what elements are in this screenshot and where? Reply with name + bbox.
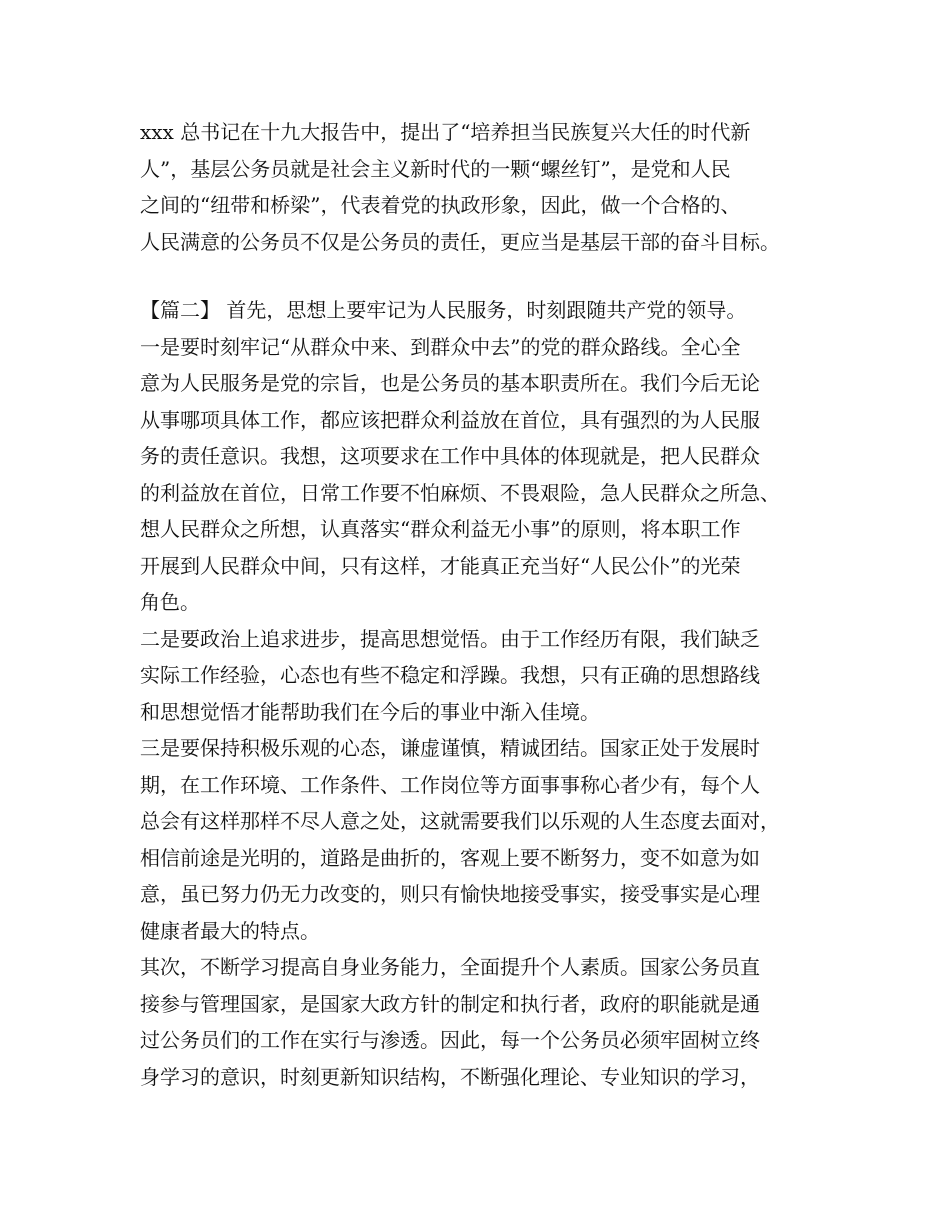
text-line: 过公务员们的工作在实行与渗透。因此，每一个公务员必须牢固树立终 (140, 1028, 760, 1052)
text-line: 【篇二】 首先，思想上要牢记为人民服务，时刻跟随共产党的领导。 (140, 298, 747, 322)
text-line: 相信前途是光明的，道路是曲折的，客观上要不断努力，变不如意为如 (140, 845, 760, 870)
text-line: 其次，不断学习提高自身业务能力，全面提升个人素质。国家公务员直 (140, 955, 760, 979)
text-line: 人民满意的公务员不仅是公务员的责任，更应当是基层干部的奋斗目标。 (140, 229, 780, 254)
text-line: 总会有这样那样不尽人意之处，这就需要我们以乐观的人生态度去面对， (140, 809, 780, 833)
text-line: 二是要政治上追求进步，提高思想觉悟。由于工作经历有限，我们缺乏 (140, 626, 760, 651)
text-line: 三是要保持积极乐观的心态，谦虚谨慎，精诚团结。国家正处于发展时 (140, 736, 760, 760)
text-line: 意，虽已努力仍无力改变的，则只有愉快地接受事实，接受事实是心理 (140, 882, 760, 906)
text-line: 角色。 (140, 590, 200, 614)
text-line: 接参与管理国家，是国家大政方针的制定和执行者，政府的职能就是通 (140, 991, 760, 1016)
paragraph-intro (140, 114, 830, 260)
paragraph-section-two (140, 292, 830, 1095)
text-line: 的利益放在首位，日常工作要不怕麻烦、不畏艰险，急人民群众之所急、 (140, 480, 780, 505)
text-line: 身学习的意识，时刻更新知识结构，不断强化理论、专业知识的学习， (140, 1064, 760, 1089)
text-line: 期，在工作环境、工作条件、工作岗位等方面事事称心者少有，每个人 (140, 772, 760, 797)
text-line: 开展到人民群众中间，只有这样，才能真正充当好“人民公仆”的光荣 (140, 553, 741, 578)
text-line: 想人民群众之所想，认真落实“群众利益无小事”的原则，将本职工作 (140, 517, 741, 541)
text-line: xxx 总书记在十九大报告中，提出了“培养担当民族复兴大任的时代新 (140, 120, 751, 144)
text-line: 从事哪项具体工作，都应该把群众利益放在首位，具有强烈的为人民服 (140, 407, 760, 432)
text-line: 人”，基层公务员就是社会主义新时代的一颗“螺丝钉”，是党和人民 (140, 156, 731, 181)
text-line: 之间的“纽带和桥梁”，代表着党的执政形象，因此，做一个合格的、 (140, 193, 741, 217)
text-line: 一是要时刻牢记“从群众中来、到群众中去”的党的群众路线。全心全 (140, 334, 741, 359)
text-line: 意为人民服务是党的宗旨，也是公务员的基本职责所在。我们今后无论 (140, 371, 760, 395)
text-line: 务的责任意识。我想，这项要求在工作中具体的体现就是，把人民群众 (140, 444, 760, 468)
text-line: 健康者最大的特点。 (140, 918, 320, 943)
text-line: 和思想觉悟才能帮助我们在今后的事业中渐入佳境。 (140, 699, 600, 724)
text-line: 实际工作经验，心态也有些不稳定和浮躁。我想，只有正确的思想路线 (140, 663, 760, 687)
